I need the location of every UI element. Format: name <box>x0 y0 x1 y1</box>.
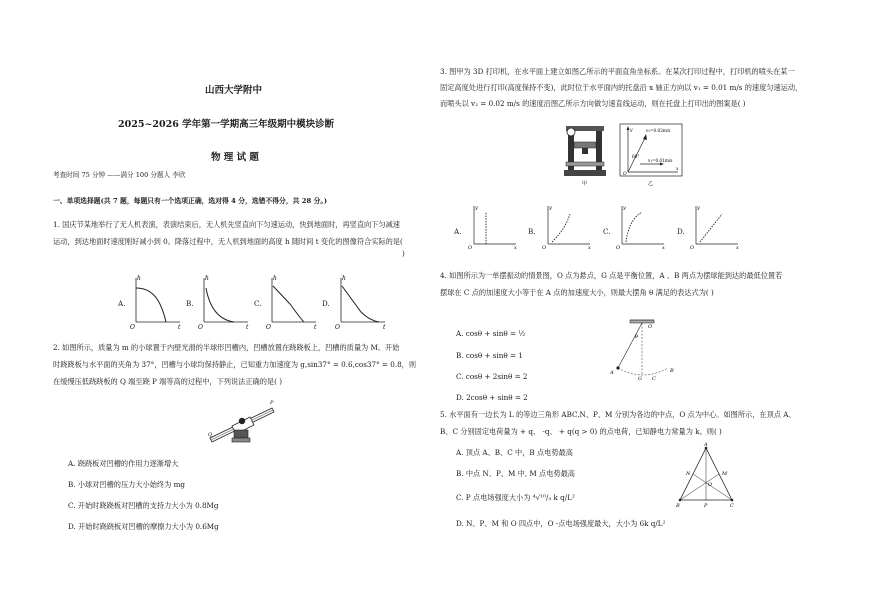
q3-graph-a-x: x <box>514 245 517 251</box>
q2-option-b: B. 小球对凹槽的压力大小始终为 mg <box>68 480 185 489</box>
subject-title: 物 理 试 题 <box>211 152 259 163</box>
exam-info: 考查时间 75 分钟 ——满分 100 分题人 李欣 <box>53 171 186 179</box>
q1-graph-b-t: t <box>246 324 249 331</box>
q3-path-b <box>552 214 570 242</box>
q3-graph-c <box>614 204 669 250</box>
q2-line3: 在缓慢压低跷跷板的 Q 端至跷 P 端等高的过程中，下列说法正确的是( ) <box>53 377 283 386</box>
q5-line1: 5. 水平面有一边长为 L 的等边三角形 ABC,N、P、M 分别为各边的中点，O 点为中心。如图所示，在顶点 A、 <box>440 410 796 419</box>
q5-option-d: D. N、P、M 和 O 四点中，O -点电场强度最大，大小为 6k q/L² <box>456 519 666 528</box>
q3-graph-c-o: O <box>616 245 621 251</box>
q3-graph-b-y: y <box>549 205 552 211</box>
q3-fig-v1: v₁=0.01m/s <box>648 158 673 163</box>
q3-fig-jia: 甲 <box>582 181 588 187</box>
q1-option-a-label: A. <box>118 299 126 308</box>
q2-option-a: A. 跷跷板对凹槽的作用力逐渐增大 <box>68 459 179 468</box>
exam-title: 2025~2026 学年第一学期高三年级期中模块诊断 <box>118 119 335 130</box>
q1-graph-d <box>333 276 388 331</box>
q3-graph-a-o: O <box>468 245 473 251</box>
q4-option-a: A. cosθ + sinθ = ½ <box>456 329 526 338</box>
q1-graph-b-h: h <box>205 275 209 282</box>
q4-label-a: A <box>610 370 614 376</box>
q4-label-b: B <box>670 368 674 374</box>
q1-graph-a-h: h <box>137 275 141 282</box>
q1-line2: 运动，到达地面时速度刚好减小到 0。降落过程中，无人机到地面的高度 h 随时间 t 变化的图像符合实际的是( <box>53 237 403 246</box>
q2-seesaw-figure <box>208 392 276 444</box>
q2-line2: 时跷跷板与水平面的夹角为 37°，凹槽与小球均保持静止，已知重力加速度为 g,sin37° = 0.6,cos37° = 0.8，则 <box>53 360 417 369</box>
q1-graph-b <box>196 276 251 331</box>
q2-label-p: P <box>270 400 274 406</box>
q1-curve-b <box>206 288 234 322</box>
q1-line2-end: ) <box>402 249 405 258</box>
q1-curve-a <box>136 288 166 322</box>
section-title: 一、单项选择题(共 7 题，每题只有一个选项正确，选对得 4 分，选错不得分，共 28 分。) <box>53 197 328 205</box>
q4-option-d: D. 2cosθ + sinθ = 2 <box>456 393 528 402</box>
q3-fig-x: x <box>676 167 679 172</box>
q3-fig-o: O <box>623 172 627 177</box>
q5-label-c: C <box>730 503 734 509</box>
q2-line1: 2. 如图所示，质量为 m 的小球置于内壁光滑的半球形凹槽内，凹槽放置在跷跷板上，凹槽的质量为 M。开始 <box>53 343 400 352</box>
q4-label-theta: θ <box>635 334 639 340</box>
q3-line2: 固定高度处进行打印(高度保持不变)，此时位于水平面内的托盘沿 x 轴正方向以 v₁ = 0.01 m/s 的速度匀速运动， <box>440 83 803 92</box>
q4-label-g: G <box>638 376 642 382</box>
q3-option-a-label: A. <box>454 227 462 236</box>
q3-line1: 3. 图甲为 3D 打印机，在水平面上建立如图乙所示的平面直角坐标系。在某次打印过程中，打印机的喷头在某一 <box>440 67 795 76</box>
q3-graph-d-x: x <box>736 245 739 251</box>
q3-graph-c-x: x <box>662 245 665 251</box>
q5-option-a: A. 顶点 A、B、C 中，B 点电势最高 <box>456 448 573 457</box>
q1-curve-d <box>342 286 379 322</box>
q3-path-d <box>700 214 722 242</box>
q1-graph-d-t: t <box>383 324 386 331</box>
q3-option-c-label: C. <box>603 227 611 236</box>
q4-line1: 4. 如图所示为一单摆振动的情景图，O 点为悬点，G 点是平衡位置，A 、B 两点为摆球能到达的最低位置若 <box>440 271 783 280</box>
q3-graph-b <box>540 204 595 250</box>
q3-fig-v2: v₂=0.02m/s <box>646 128 671 133</box>
q3-graph-d-o: O <box>690 245 695 251</box>
q4-line2: 摆球在 C 点的加速度大小等于在 A 点的加速度大小，则最大摆角 θ 满足的表达式为( ) <box>440 288 714 297</box>
q3-graph-b-o: O <box>542 245 547 251</box>
q4-label-c: C <box>652 376 656 382</box>
q1-graph-a <box>128 276 183 331</box>
q5-triangle-figure <box>676 444 736 510</box>
q4-label-o: O <box>648 324 653 330</box>
q5-label-p: P <box>704 503 708 509</box>
q1-curve-c <box>273 286 304 322</box>
q1-graph-d-h: h <box>342 275 346 282</box>
q3-line3: 而喷头以 v₂ = 0.02 m/s 的速度沿图乙所示方向做匀速直线运动，则在托盘上打印出的图案是( ) <box>440 99 746 108</box>
q5-option-b: B. 中点 N、P、M 中, M 点电势最高 <box>456 469 575 478</box>
q3-option-d-label: D. <box>677 227 685 236</box>
q5-label-b: B <box>676 503 680 509</box>
q1-line1: 1. 国庆节某地举行了无人机表演，表演结束后，无人机先竖直向下匀速运动，快到地面时，再竖直向下匀减速 <box>53 220 400 229</box>
q1-graph-b-o: O <box>198 324 203 331</box>
q3-option-b-label: B. <box>528 227 536 236</box>
q3-coordinate-figure <box>618 122 684 188</box>
q1-graph-a-o: O <box>130 324 135 331</box>
q5-label-m: M <box>722 471 728 477</box>
q5-line2: B、C 分别固定电荷量为 + q、 -q、 + q(q > 0) 的点电荷，已知静电力常量为 k。则( ) <box>440 427 722 436</box>
q1-graph-d-o: O <box>335 324 340 331</box>
q5-label-n: N <box>686 471 691 477</box>
q4-option-b: B. cosθ + sinθ = 1 <box>456 351 523 360</box>
q1-option-b-label: B. <box>186 299 194 308</box>
q4-pendulum-figure <box>604 316 684 388</box>
q5-label-o: O <box>708 482 713 488</box>
q3-printer-figure <box>560 122 614 186</box>
q1-graph-a-t: t <box>178 324 181 331</box>
q3-graph-a-y: y <box>475 205 478 211</box>
q3-fig-y: y <box>630 128 633 133</box>
q3-fig-angle: 60° <box>632 154 640 159</box>
q1-graph-c-h: h <box>273 275 277 282</box>
q2-option-c: C. 开始时跷跷板对凹槽的支持力大小为 0.8Mg <box>68 501 219 510</box>
q5-label-a: A <box>704 442 708 448</box>
school-name: 山西大学附中 <box>205 85 263 96</box>
q3-path-c <box>626 212 642 242</box>
q3-graph-b-x: x <box>588 245 591 251</box>
q2-label-q: Q <box>208 432 213 438</box>
q2-option-d: D. 开始时跷跷板对凹槽的摩擦力大小为 0.6Mg <box>68 522 219 531</box>
q3-graph-d <box>688 204 743 250</box>
q3-graph-a <box>466 204 521 250</box>
q1-graph-c-t: t <box>314 324 317 331</box>
q3-graph-d-y: y <box>697 205 700 211</box>
q4-option-c: C. cosθ + 2sinθ = 2 <box>456 372 528 381</box>
q1-option-d-label: D. <box>322 299 330 308</box>
q1-graph-c <box>264 276 319 331</box>
q3-graph-c-y: y <box>623 205 626 211</box>
q1-graph-c-o: O <box>266 324 271 331</box>
q5-option-c: C. P 点电场强度大小为 ⁴√¹⁰/₃ k q/L² <box>456 493 575 502</box>
q1-option-c-label: C. <box>254 299 262 308</box>
q3-fig-yi: 乙 <box>648 181 654 187</box>
